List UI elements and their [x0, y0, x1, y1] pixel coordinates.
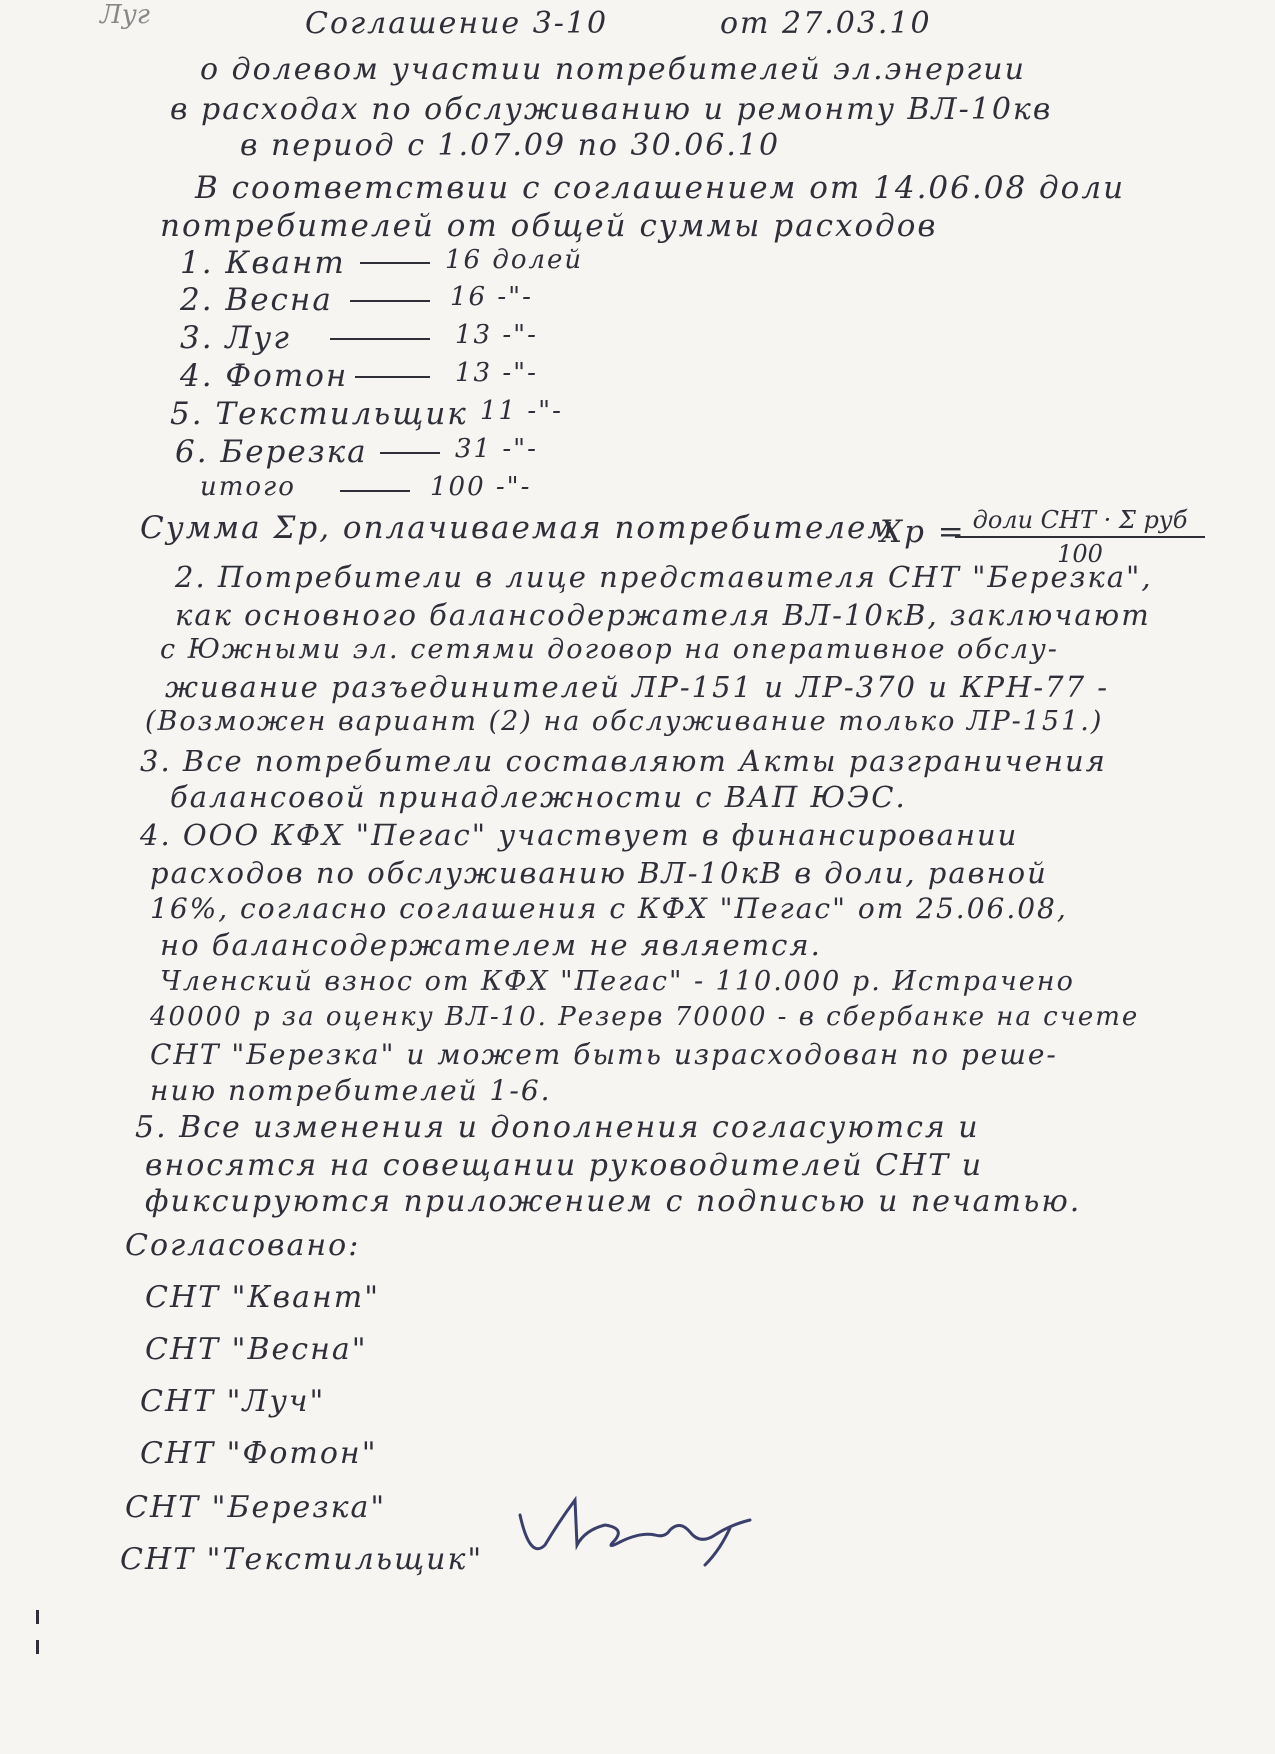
share-value: 31 -"- — [455, 434, 538, 464]
document-subtitle-1: о долевом участии потребителей эл.энергии — [200, 52, 1026, 87]
approval-party: СНТ "Луч" — [140, 1384, 326, 1419]
share-name: 2. Весна — [180, 282, 333, 318]
intro-line-2: потребителей от общей суммы расходов — [160, 208, 938, 244]
document-subtitle-3: в период с 1.07.09 по 30.06.10 — [240, 128, 781, 163]
paragraph-line: Членский взнос от КФХ "Пегас" - 110.000 р. Истрачено — [160, 966, 1075, 997]
approval-party: СНТ "Весна" — [145, 1332, 368, 1367]
paragraph-line: с Южными эл. сетями договор на оперативное обслу- — [160, 634, 1059, 665]
share-name: 3. Луг — [180, 320, 291, 356]
share-total-value: 100 -"- — [430, 472, 532, 502]
document-title: Соглашение 3-10 — [305, 6, 609, 41]
share-dash — [340, 490, 410, 492]
paragraph-line: 40000 р за оценку ВЛ-10. Резерв 70000 - в сбербанке на счете — [150, 1002, 1140, 1032]
paragraph-line: 16%, согласно соглашения с КФХ "Пегас" от 25.06.08, — [150, 892, 1068, 925]
share-value: 11 -"- — [480, 396, 563, 426]
share-name: 5. Текстильщик — [170, 396, 468, 432]
share-value: 13 -"- — [455, 358, 538, 388]
paragraph-line: 5. Все изменения и дополнения согласуются и — [135, 1110, 980, 1145]
paragraph-line: живание разъединителей ЛР-151 и ЛР-370 и КРН-77 - — [165, 670, 1110, 704]
formula-lhs: Хр = — [880, 514, 966, 550]
paragraph-line: вносятся на совещании руководителей СНТ и — [145, 1148, 984, 1183]
signature — [515, 1490, 765, 1570]
paragraph-line: фиксируются приложением с подписью и печатью. — [145, 1184, 1082, 1219]
margin-mark — [36, 1610, 39, 1624]
formula-fraction — [955, 506, 1205, 568]
paragraph-line: как основного балансодержателя ВЛ-10кВ, заключают — [175, 598, 1151, 632]
approval-party: СНТ "Березка" — [125, 1490, 387, 1525]
intro-line-1: В соответствии с соглашением от 14.06.08 доли — [195, 170, 1126, 206]
share-dash — [355, 376, 430, 378]
top-scrawl: Луг — [100, 0, 150, 30]
share-name: 4. Фотон — [180, 358, 349, 394]
approval-party: СНТ "Текстильщик" — [120, 1542, 484, 1577]
document-date: от 27.03.10 — [720, 6, 932, 41]
share-dash — [380, 452, 440, 454]
paragraph-line: расходов по обслуживанию ВЛ-10кВ в доли, равной — [150, 856, 1048, 890]
share-name: 6. Березка — [175, 434, 368, 470]
signature-stroke — [520, 1500, 750, 1565]
approval-heading: Согласовано: — [125, 1228, 361, 1263]
paragraph-line: СНТ "Березка" и может быть израсходован по реше- — [150, 1038, 1058, 1071]
share-value: 13 -"- — [455, 320, 538, 350]
approval-party: СНТ "Фотон" — [140, 1436, 378, 1471]
formula-numerator: доли СНТ · Σ руб — [955, 506, 1205, 538]
share-total-label: итого — [200, 472, 296, 502]
document-subtitle-2: в расходах по обслуживанию и ремонту ВЛ-10кв — [170, 92, 1053, 127]
paragraph-line: но балансодержателем не является. — [160, 928, 822, 962]
paragraph-line: 3. Все потребители составляют Акты разграничения — [140, 744, 1107, 778]
share-dash — [350, 300, 430, 302]
share-dash — [360, 262, 430, 264]
paragraph-line: (Возможен вариант (2) на обслуживание только ЛР-151.) — [145, 706, 1104, 737]
paragraph-line: нию потребителей 1-6. — [150, 1074, 552, 1107]
paragraph-line: балансовой принадлежности с ВАП ЮЭС. — [170, 780, 907, 814]
formula-denominator: 100 — [1057, 540, 1103, 568]
paragraph-line: 4. ООО КФХ "Пегас" участвует в финансировании — [140, 818, 1019, 852]
share-dash — [330, 338, 430, 340]
formula-label: Сумма Σр, оплачиваемая потребителем — [140, 510, 896, 546]
share-name: 1. Квант — [180, 245, 346, 281]
share-value: 16 -"- — [450, 282, 533, 312]
approval-party: СНТ "Квант" — [145, 1280, 381, 1315]
margin-mark — [36, 1640, 39, 1654]
paragraph-line: 2. Потребители в лице представителя СНТ "Березка", — [175, 560, 1153, 594]
share-value: 16 долей — [445, 245, 584, 275]
